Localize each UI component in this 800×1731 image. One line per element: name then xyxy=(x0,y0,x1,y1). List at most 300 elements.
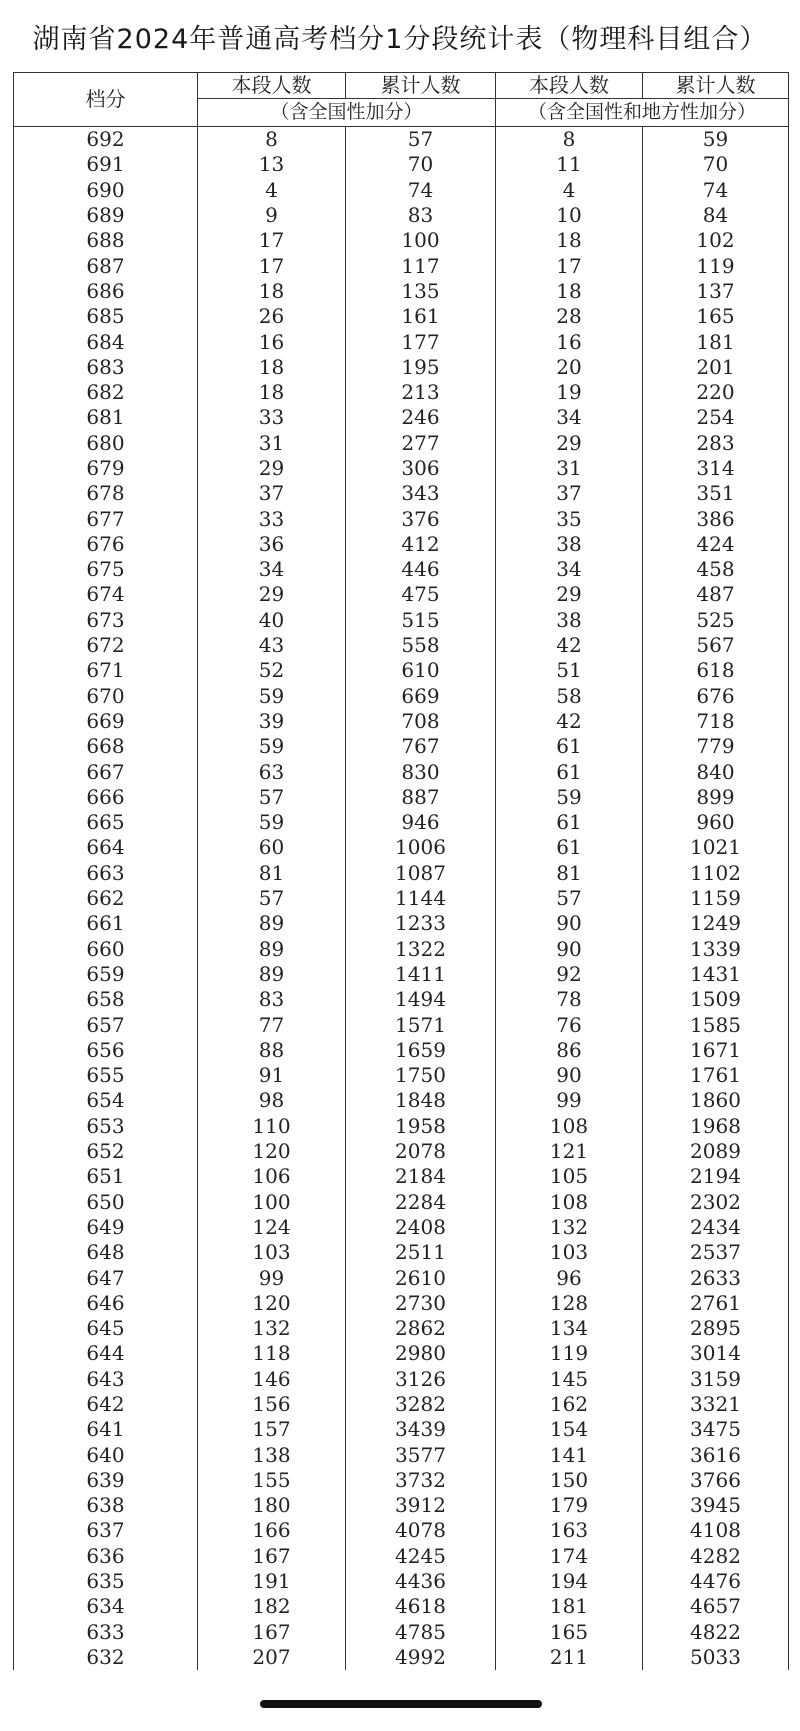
table-row xyxy=(14,380,789,405)
cumulative-count-bonus-cell: 2895 xyxy=(643,1316,789,1341)
cumulative-count-cell: 2284 xyxy=(346,1189,496,1214)
segment-count-bonus-cell: 51 xyxy=(496,658,643,683)
cumulative-count-cell: 246 xyxy=(346,405,496,430)
segment-count-bonus-cell: 90 xyxy=(496,1063,643,1088)
score-cell: 672 xyxy=(14,633,198,658)
cumulative-count-bonus-cell: 487 xyxy=(643,582,789,607)
segment-count-cell: 18 xyxy=(198,355,346,380)
cumulative-count-bonus-cell: 3945 xyxy=(643,1493,789,1518)
cumulative-count-cell: 3126 xyxy=(346,1367,496,1392)
cumulative-count-bonus-cell: 1021 xyxy=(643,835,789,860)
score-cell: 661 xyxy=(14,911,198,936)
score-cell: 686 xyxy=(14,279,198,304)
cumulative-count-bonus-cell: 2089 xyxy=(643,1139,789,1164)
score-cell: 651 xyxy=(14,1164,198,1189)
score-cell: 655 xyxy=(14,1063,198,1088)
segment-count-bonus-cell: 150 xyxy=(496,1468,643,1493)
score-cell: 645 xyxy=(14,1316,198,1341)
segment-count-bonus-cell: 211 xyxy=(496,1645,643,1670)
segment-count-cell: 37 xyxy=(198,481,346,506)
segment-count-cell: 146 xyxy=(198,1367,346,1392)
table-row xyxy=(14,911,789,936)
segment-count-bonus-cell: 141 xyxy=(496,1442,643,1467)
cumulative-count-bonus-cell: 4108 xyxy=(643,1518,789,1543)
segment-count-cell: 34 xyxy=(198,557,346,582)
cumulative-count-bonus-cell: 386 xyxy=(643,506,789,531)
cumulative-count-cell: 412 xyxy=(346,532,496,557)
table-row xyxy=(14,557,789,582)
segment-count-bonus-cell: 61 xyxy=(496,734,643,759)
segment-count-bonus-cell: 90 xyxy=(496,937,643,962)
cumulative-count-cell: 2408 xyxy=(346,1215,496,1240)
cumulative-count-cell: 306 xyxy=(346,456,496,481)
cumulative-count-bonus-cell: 567 xyxy=(643,633,789,658)
segment-count-bonus-cell: 4 xyxy=(496,178,643,203)
score-cell: 671 xyxy=(14,658,198,683)
segment-count-bonus-cell: 20 xyxy=(496,355,643,380)
cumulative-count-bonus-cell: 220 xyxy=(643,380,789,405)
score-cell: 650 xyxy=(14,1189,198,1214)
score-cell: 682 xyxy=(14,380,198,405)
table-row xyxy=(14,1367,789,1392)
cumulative-count-cell: 57 xyxy=(346,127,496,153)
cumulative-count-cell: 1006 xyxy=(346,835,496,860)
cumulative-count-cell: 1322 xyxy=(346,937,496,962)
cumulative-count-cell: 4992 xyxy=(346,1645,496,1670)
segment-count-cell: 63 xyxy=(198,759,346,784)
cumulative-count-bonus-cell: 1860 xyxy=(643,1088,789,1113)
cumulative-count-bonus-cell: 3475 xyxy=(643,1417,789,1442)
cumulative-count-bonus-cell: 960 xyxy=(643,810,789,835)
segment-count-cell: 18 xyxy=(198,279,346,304)
score-cell: 634 xyxy=(14,1594,198,1619)
table-row xyxy=(14,1038,789,1063)
score-cell: 664 xyxy=(14,835,198,860)
cumulative-count-bonus-cell: 618 xyxy=(643,658,789,683)
segment-count-bonus-cell: 121 xyxy=(496,1139,643,1164)
table-row xyxy=(14,1012,789,1037)
segment-count-bonus-cell: 38 xyxy=(496,532,643,557)
segment-count-cell: 4 xyxy=(198,178,346,203)
score-cell: 669 xyxy=(14,709,198,734)
cumulative-count-bonus-cell: 2194 xyxy=(643,1164,789,1189)
score-cell: 683 xyxy=(14,355,198,380)
segment-count-bonus-cell: 18 xyxy=(496,279,643,304)
cumulative-count-bonus-cell: 3014 xyxy=(643,1341,789,1366)
table-row xyxy=(14,582,789,607)
cumulative-count-cell: 767 xyxy=(346,734,496,759)
segment-count-bonus-cell: 174 xyxy=(496,1544,643,1569)
segment-count-cell: 59 xyxy=(198,810,346,835)
score-cell: 652 xyxy=(14,1139,198,1164)
segment-count-bonus-cell: 76 xyxy=(496,1012,643,1037)
cumulative-count-header-1: 累计人数 xyxy=(346,73,496,99)
segment-count-cell: 29 xyxy=(198,456,346,481)
score-cell: 638 xyxy=(14,1493,198,1518)
cumulative-count-cell: 70 xyxy=(346,152,496,177)
segment-count-bonus-cell: 35 xyxy=(496,506,643,531)
score-cell: 666 xyxy=(14,785,198,810)
table-row xyxy=(14,456,789,481)
score-cell: 688 xyxy=(14,228,198,253)
cumulative-count-cell: 2184 xyxy=(346,1164,496,1189)
cumulative-count-cell: 376 xyxy=(346,506,496,531)
segment-count-bonus-cell: 108 xyxy=(496,1114,643,1139)
segment-count-bonus-cell: 105 xyxy=(496,1164,643,1189)
segment-count-bonus-cell: 96 xyxy=(496,1265,643,1290)
cumulative-count-bonus-cell: 4476 xyxy=(643,1569,789,1594)
segment-count-bonus-cell: 163 xyxy=(496,1518,643,1543)
score-cell: 685 xyxy=(14,304,198,329)
table-row xyxy=(14,127,789,153)
segment-count-cell: 124 xyxy=(198,1215,346,1240)
score-cell: 637 xyxy=(14,1518,198,1543)
score-cell: 656 xyxy=(14,1038,198,1063)
cumulative-count-cell: 135 xyxy=(346,279,496,304)
cumulative-count-bonus-cell: 59 xyxy=(643,127,789,153)
cumulative-count-bonus-cell: 840 xyxy=(643,759,789,784)
table-row xyxy=(14,734,789,759)
national-local-bonus-note: （含全国性和地方性加分） xyxy=(496,99,789,127)
cumulative-count-bonus-cell: 718 xyxy=(643,709,789,734)
score-cell: 660 xyxy=(14,937,198,962)
cumulative-count-cell: 515 xyxy=(346,608,496,633)
score-cell: 642 xyxy=(14,1392,198,1417)
page-title: 湖南省2024年普通高考档分1分段统计表（物理科目组合） xyxy=(32,23,768,55)
score-cell: 670 xyxy=(14,684,198,709)
segment-count-header-2: 本段人数 xyxy=(496,73,643,99)
segment-count-cell: 77 xyxy=(198,1012,346,1037)
cumulative-count-header-2: 累计人数 xyxy=(643,73,789,99)
cumulative-count-bonus-cell: 1159 xyxy=(643,886,789,911)
segment-count-bonus-cell: 11 xyxy=(496,152,643,177)
cumulative-count-bonus-cell: 3321 xyxy=(643,1392,789,1417)
table-row xyxy=(14,937,789,962)
segment-count-bonus-cell: 81 xyxy=(496,861,643,886)
cumulative-count-cell: 3282 xyxy=(346,1392,496,1417)
cumulative-count-bonus-cell: 1671 xyxy=(643,1038,789,1063)
segment-count-cell: 33 xyxy=(198,405,346,430)
score-cell: 632 xyxy=(14,1645,198,1670)
score-cell: 659 xyxy=(14,962,198,987)
table-row xyxy=(14,987,789,1012)
segment-count-bonus-cell: 90 xyxy=(496,911,643,936)
table-row xyxy=(14,304,789,329)
table-row xyxy=(14,1215,789,1240)
score-cell: 654 xyxy=(14,1088,198,1113)
scroll-indicator xyxy=(260,1700,542,1708)
table-row xyxy=(14,1088,789,1113)
segment-count-bonus-cell: 119 xyxy=(496,1341,643,1366)
score-cell: 674 xyxy=(14,582,198,607)
score-cell: 653 xyxy=(14,1114,198,1139)
segment-count-cell: 118 xyxy=(198,1341,346,1366)
score-cell: 665 xyxy=(14,810,198,835)
segment-count-cell: 138 xyxy=(198,1442,346,1467)
score-cell: 679 xyxy=(14,456,198,481)
cumulative-count-bonus-cell: 201 xyxy=(643,355,789,380)
segment-count-cell: 182 xyxy=(198,1594,346,1619)
cumulative-count-bonus-cell: 2761 xyxy=(643,1291,789,1316)
segment-count-cell: 81 xyxy=(198,861,346,886)
cumulative-count-bonus-cell: 1761 xyxy=(643,1063,789,1088)
segment-count-bonus-cell: 31 xyxy=(496,456,643,481)
cumulative-count-bonus-cell: 1102 xyxy=(643,861,789,886)
cumulative-count-bonus-cell: 4282 xyxy=(643,1544,789,1569)
table-row xyxy=(14,431,789,456)
cumulative-count-cell: 2610 xyxy=(346,1265,496,1290)
score-cell: 677 xyxy=(14,506,198,531)
score-cell: 636 xyxy=(14,1544,198,1569)
cumulative-count-cell: 1848 xyxy=(346,1088,496,1113)
cumulative-count-bonus-cell: 119 xyxy=(643,253,789,278)
cumulative-count-cell: 343 xyxy=(346,481,496,506)
table-row xyxy=(14,1468,789,1493)
segment-count-cell: 16 xyxy=(198,329,346,354)
segment-count-bonus-cell: 154 xyxy=(496,1417,643,1442)
cumulative-count-bonus-cell: 74 xyxy=(643,178,789,203)
cumulative-count-cell: 1958 xyxy=(346,1114,496,1139)
table-row xyxy=(14,329,789,354)
segment-count-cell: 156 xyxy=(198,1392,346,1417)
segment-count-bonus-cell: 34 xyxy=(496,557,643,582)
cumulative-count-cell: 4245 xyxy=(346,1544,496,1569)
cumulative-count-cell: 1144 xyxy=(346,886,496,911)
segment-count-bonus-cell: 61 xyxy=(496,810,643,835)
segment-count-cell: 167 xyxy=(198,1544,346,1569)
segment-count-cell: 167 xyxy=(198,1620,346,1645)
cumulative-count-bonus-cell: 137 xyxy=(643,279,789,304)
cumulative-count-bonus-cell: 351 xyxy=(643,481,789,506)
score-cell: 635 xyxy=(14,1569,198,1594)
cumulative-count-cell: 830 xyxy=(346,759,496,784)
table-row xyxy=(14,1341,789,1366)
score-cell: 633 xyxy=(14,1620,198,1645)
segment-count-cell: 89 xyxy=(198,911,346,936)
table-row xyxy=(14,506,789,531)
segment-count-bonus-cell: 134 xyxy=(496,1316,643,1341)
cumulative-count-cell: 4436 xyxy=(346,1569,496,1594)
segment-count-bonus-cell: 86 xyxy=(496,1038,643,1063)
table-row xyxy=(14,279,789,304)
score-cell: 648 xyxy=(14,1240,198,1265)
table-row xyxy=(14,228,789,253)
segment-count-cell: 52 xyxy=(198,658,346,683)
segment-count-cell: 207 xyxy=(198,1645,346,1670)
table-row xyxy=(14,405,789,430)
segment-count-cell: 17 xyxy=(198,228,346,253)
table-row xyxy=(14,178,789,203)
segment-count-bonus-cell: 29 xyxy=(496,431,643,456)
table-row xyxy=(14,962,789,987)
segment-count-bonus-cell: 16 xyxy=(496,329,643,354)
cumulative-count-cell: 117 xyxy=(346,253,496,278)
segment-count-cell: 98 xyxy=(198,1088,346,1113)
segment-count-bonus-cell: 59 xyxy=(496,785,643,810)
table-row xyxy=(14,684,789,709)
table-row xyxy=(14,1265,789,1290)
table-row xyxy=(14,785,789,810)
segment-count-bonus-cell: 8 xyxy=(496,127,643,153)
segment-count-cell: 40 xyxy=(198,608,346,633)
score-cell: 687 xyxy=(14,253,198,278)
segment-count-bonus-cell: 103 xyxy=(496,1240,643,1265)
segment-count-cell: 39 xyxy=(198,709,346,734)
table-row xyxy=(14,1164,789,1189)
cumulative-count-bonus-cell: 3766 xyxy=(643,1468,789,1493)
score-column-header: 档分 xyxy=(14,73,198,127)
segment-count-bonus-cell: 42 xyxy=(496,633,643,658)
cumulative-count-cell: 4078 xyxy=(346,1518,496,1543)
cumulative-count-cell: 2862 xyxy=(346,1316,496,1341)
table-row xyxy=(14,810,789,835)
table-row xyxy=(14,253,789,278)
score-cell: 673 xyxy=(14,608,198,633)
cumulative-count-cell: 195 xyxy=(346,355,496,380)
segment-count-cell: 166 xyxy=(198,1518,346,1543)
segment-count-cell: 26 xyxy=(198,304,346,329)
score-cell: 643 xyxy=(14,1367,198,1392)
table-row xyxy=(14,1316,789,1341)
table-row xyxy=(14,1114,789,1139)
cumulative-count-cell: 161 xyxy=(346,304,496,329)
score-cell: 658 xyxy=(14,987,198,1012)
segment-count-cell: 33 xyxy=(198,506,346,531)
cumulative-count-bonus-cell: 2633 xyxy=(643,1265,789,1290)
segment-count-bonus-cell: 108 xyxy=(496,1189,643,1214)
cumulative-count-bonus-cell: 5033 xyxy=(643,1645,789,1670)
score-cell: 690 xyxy=(14,178,198,203)
table-row xyxy=(14,1493,789,1518)
cumulative-count-cell: 2980 xyxy=(346,1341,496,1366)
table-row xyxy=(14,658,789,683)
score-cell: 680 xyxy=(14,431,198,456)
score-cell: 692 xyxy=(14,127,198,153)
table-row xyxy=(14,1569,789,1594)
cumulative-count-bonus-cell: 458 xyxy=(643,557,789,582)
segment-count-cell: 59 xyxy=(198,684,346,709)
segment-count-cell: 132 xyxy=(198,1316,346,1341)
segment-count-bonus-cell: 92 xyxy=(496,962,643,987)
segment-count-cell: 110 xyxy=(198,1114,346,1139)
score-cell: 640 xyxy=(14,1442,198,1467)
cumulative-count-bonus-cell: 3159 xyxy=(643,1367,789,1392)
cumulative-count-cell: 610 xyxy=(346,658,496,683)
segment-count-bonus-cell: 61 xyxy=(496,835,643,860)
table-row xyxy=(14,1442,789,1467)
cumulative-count-cell: 1087 xyxy=(346,861,496,886)
segment-count-cell: 120 xyxy=(198,1139,346,1164)
table-row xyxy=(14,1518,789,1543)
segment-count-bonus-cell: 29 xyxy=(496,582,643,607)
cumulative-count-bonus-cell: 1339 xyxy=(643,937,789,962)
table-row xyxy=(14,355,789,380)
cumulative-count-cell: 177 xyxy=(346,329,496,354)
table-row xyxy=(14,1240,789,1265)
cumulative-count-cell: 669 xyxy=(346,684,496,709)
segment-count-bonus-cell: 61 xyxy=(496,759,643,784)
score-cell: 646 xyxy=(14,1291,198,1316)
cumulative-count-cell: 1750 xyxy=(346,1063,496,1088)
segment-count-header-1: 本段人数 xyxy=(198,73,346,99)
table-row xyxy=(14,886,789,911)
cumulative-count-bonus-cell: 779 xyxy=(643,734,789,759)
cumulative-count-cell: 2730 xyxy=(346,1291,496,1316)
score-cell: 681 xyxy=(14,405,198,430)
segment-count-cell: 100 xyxy=(198,1189,346,1214)
cumulative-count-bonus-cell: 2302 xyxy=(643,1189,789,1214)
segment-count-cell: 8 xyxy=(198,127,346,153)
segment-count-cell: 29 xyxy=(198,582,346,607)
segment-count-cell: 36 xyxy=(198,532,346,557)
segment-count-bonus-cell: 128 xyxy=(496,1291,643,1316)
cumulative-count-cell: 558 xyxy=(346,633,496,658)
score-cell: 639 xyxy=(14,1468,198,1493)
table-row xyxy=(14,1544,789,1569)
cumulative-count-bonus-cell: 314 xyxy=(643,456,789,481)
segment-count-cell: 57 xyxy=(198,785,346,810)
table-row xyxy=(14,1417,789,1442)
segment-count-bonus-cell: 145 xyxy=(496,1367,643,1392)
cumulative-count-bonus-cell: 899 xyxy=(643,785,789,810)
table-row xyxy=(14,1645,789,1670)
table-row xyxy=(14,861,789,886)
segment-count-cell: 18 xyxy=(198,380,346,405)
table-row xyxy=(14,709,789,734)
score-cell: 647 xyxy=(14,1265,198,1290)
cumulative-count-bonus-cell: 2537 xyxy=(643,1240,789,1265)
segment-count-bonus-cell: 58 xyxy=(496,684,643,709)
cumulative-count-cell: 4785 xyxy=(346,1620,496,1645)
table-row xyxy=(14,203,789,228)
segment-count-bonus-cell: 165 xyxy=(496,1620,643,1645)
segment-count-bonus-cell: 57 xyxy=(496,886,643,911)
segment-count-cell: 17 xyxy=(198,253,346,278)
cumulative-count-cell: 1411 xyxy=(346,962,496,987)
table-row xyxy=(14,608,789,633)
segment-count-bonus-cell: 132 xyxy=(496,1215,643,1240)
cumulative-count-cell: 3577 xyxy=(346,1442,496,1467)
segment-count-bonus-cell: 194 xyxy=(496,1569,643,1594)
score-cell: 667 xyxy=(14,759,198,784)
segment-count-bonus-cell: 179 xyxy=(496,1493,643,1518)
segment-count-cell: 91 xyxy=(198,1063,346,1088)
cumulative-count-bonus-cell: 3616 xyxy=(643,1442,789,1467)
cumulative-count-bonus-cell: 676 xyxy=(643,684,789,709)
segment-count-bonus-cell: 19 xyxy=(496,380,643,405)
cumulative-count-bonus-cell: 84 xyxy=(643,203,789,228)
score-table xyxy=(13,72,789,1670)
segment-count-bonus-cell: 18 xyxy=(496,228,643,253)
table-row xyxy=(14,1594,789,1619)
cumulative-count-bonus-cell: 1509 xyxy=(643,987,789,1012)
segment-count-bonus-cell: 181 xyxy=(496,1594,643,1619)
table-row xyxy=(14,1063,789,1088)
cumulative-count-bonus-cell: 254 xyxy=(643,405,789,430)
cumulative-count-bonus-cell: 1431 xyxy=(643,962,789,987)
table-row xyxy=(14,1392,789,1417)
table-row xyxy=(14,1620,789,1645)
table-header xyxy=(14,73,789,127)
segment-count-cell: 99 xyxy=(198,1265,346,1290)
cumulative-count-cell: 1233 xyxy=(346,911,496,936)
cumulative-count-cell: 2511 xyxy=(346,1240,496,1265)
cumulative-count-cell: 2078 xyxy=(346,1139,496,1164)
segment-count-cell: 89 xyxy=(198,937,346,962)
table-row xyxy=(14,532,789,557)
cumulative-count-cell: 4618 xyxy=(346,1594,496,1619)
segment-count-cell: 43 xyxy=(198,633,346,658)
